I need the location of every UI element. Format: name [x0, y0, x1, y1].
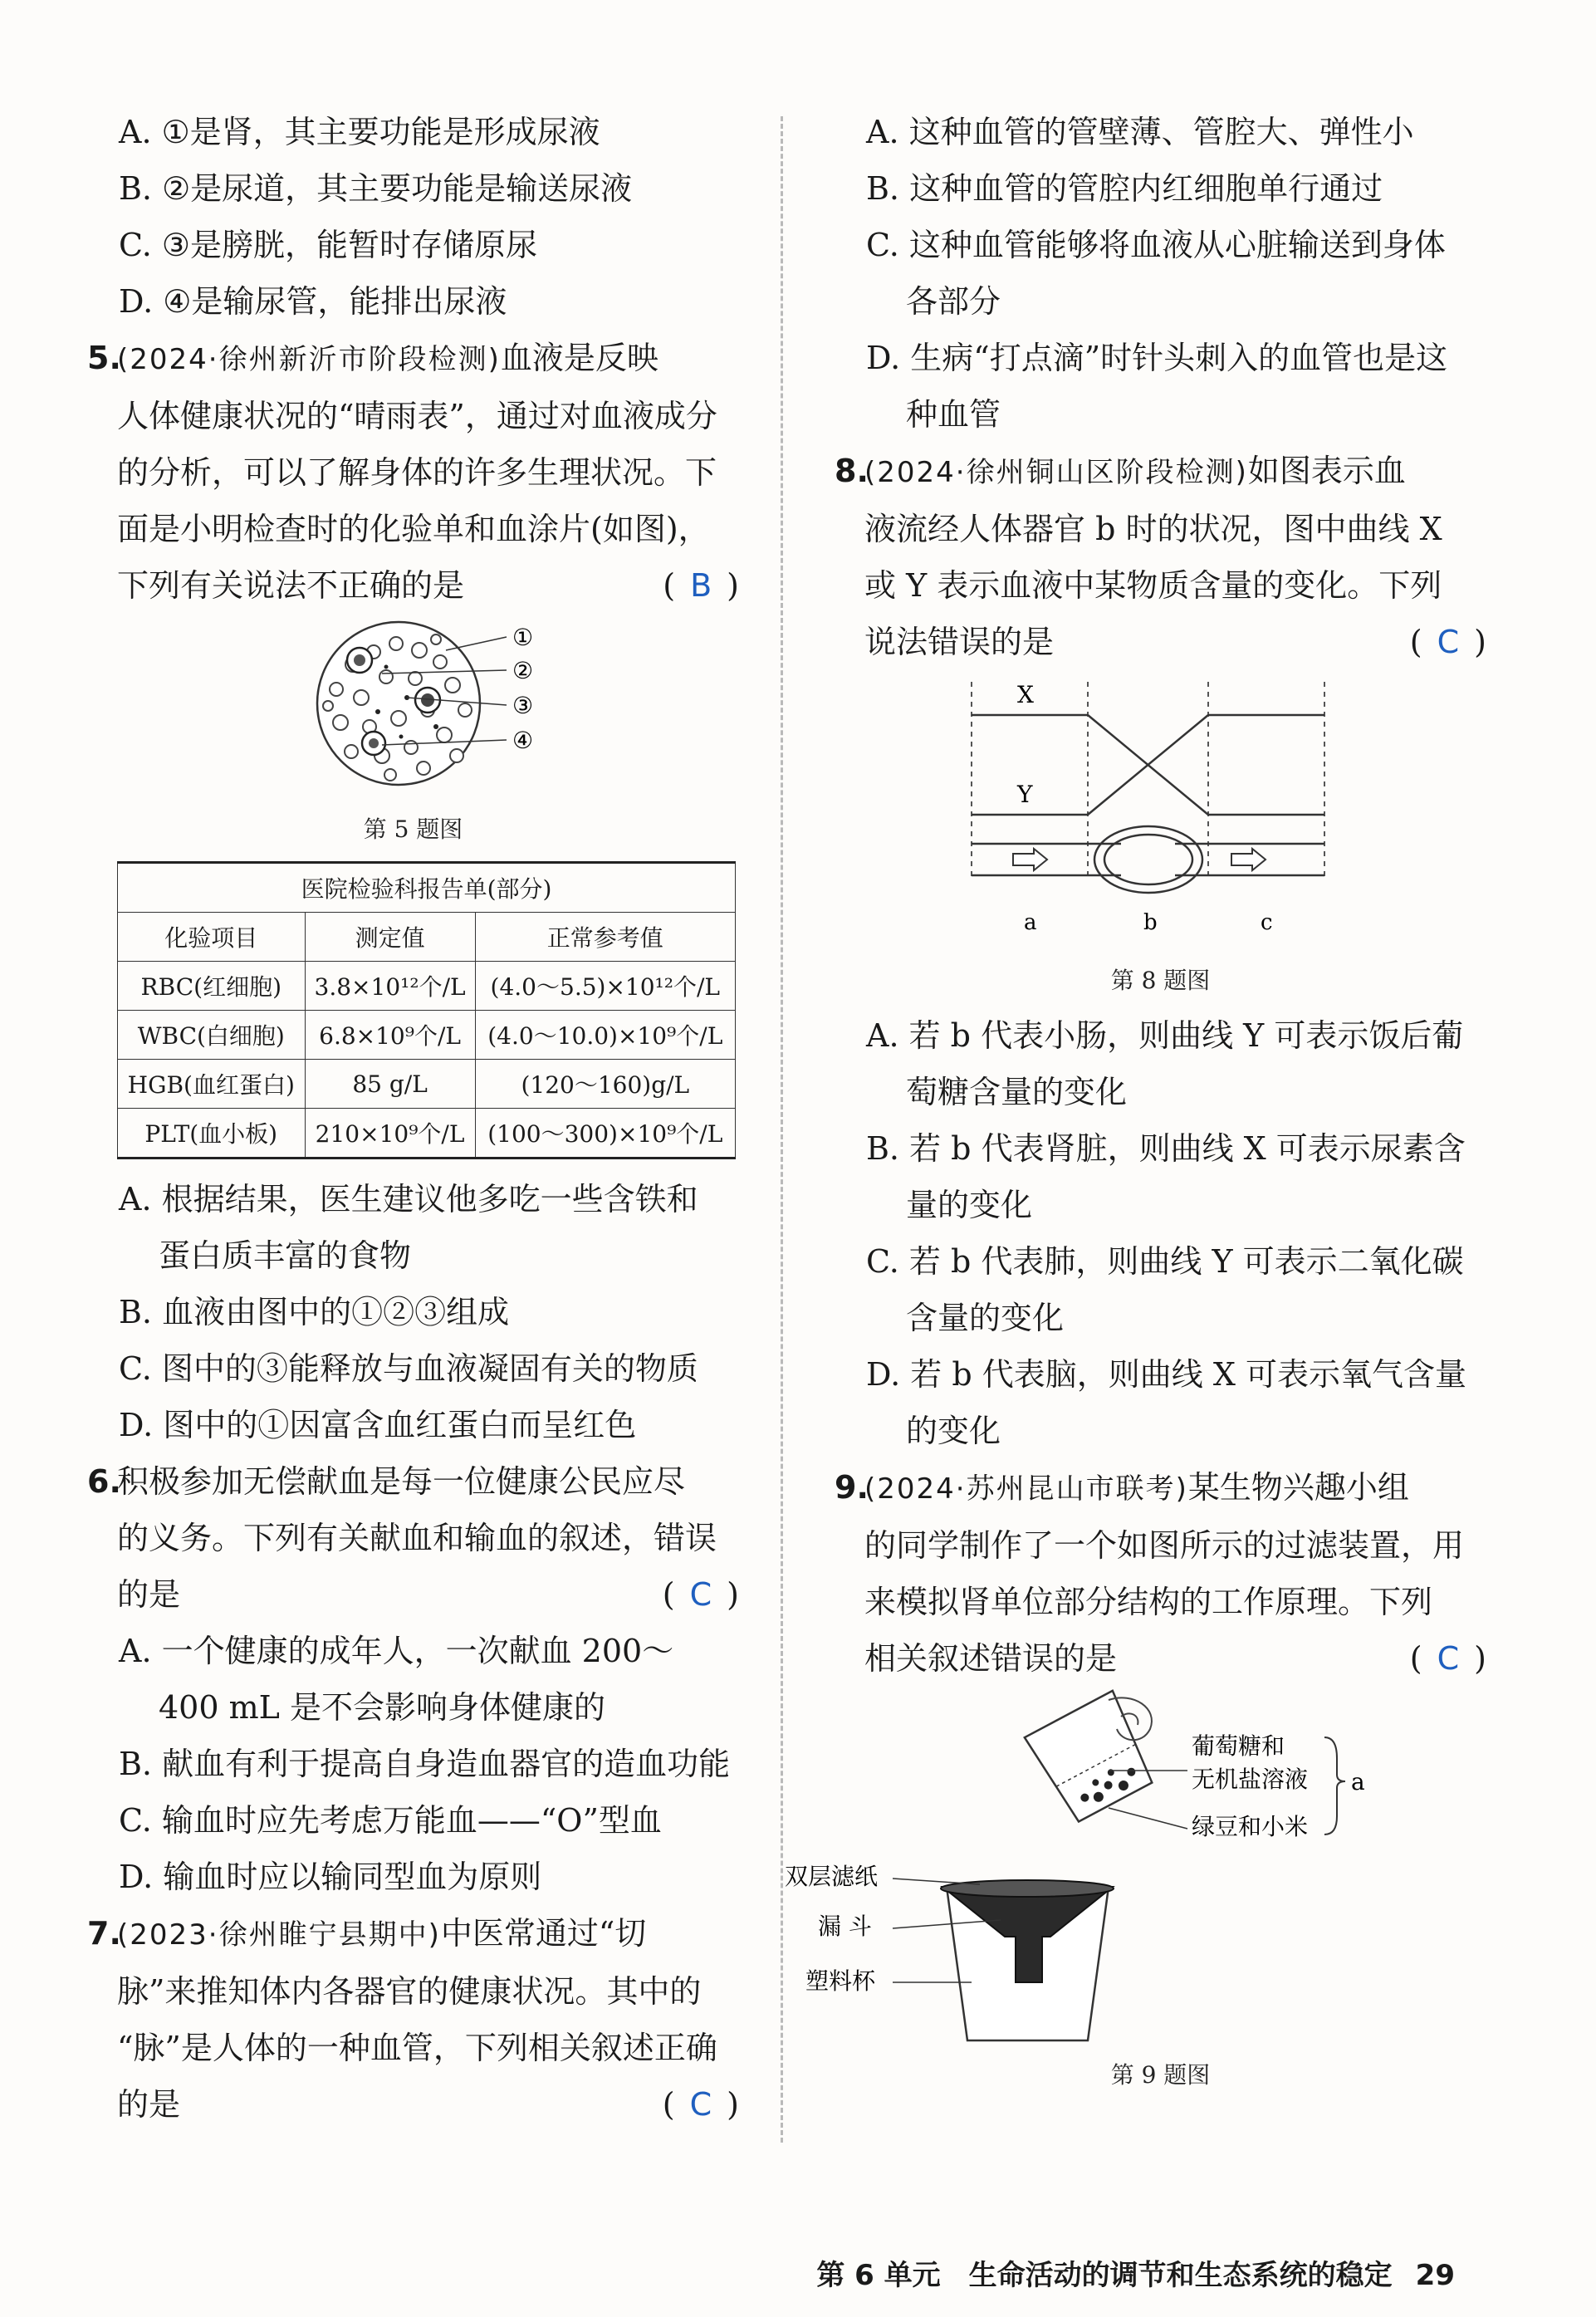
q7-option-b: B. 这种血管的管腔内红细胞单行通过: [866, 170, 1383, 207]
q5-option-d: D. 图中的①因富含血红蛋白而呈红色: [119, 1407, 637, 1443]
flow-arrow-right-icon: [1231, 849, 1266, 870]
q8-answer: C: [1437, 624, 1460, 660]
label-a: a: [1351, 1768, 1365, 1795]
unit-title: 第 6 单元 生命活动的调节和生态系统的稳定: [816, 2259, 1393, 2292]
q6-stem-line3: [87, 1566, 739, 1623]
table-cell: 85 g/L: [305, 1060, 475, 1109]
q8-stem-line2: 液流经人体器官 b 时的状况，图中曲线 X: [864, 511, 1442, 547]
q8-option-b-cont: 量的变化: [906, 1187, 1033, 1223]
lab-report-table: [117, 861, 736, 1159]
q6-stem-end: 的是: [117, 1576, 181, 1613]
q8-stem-line4: [835, 614, 1486, 670]
q8-option-b: B. 若 b 代表肾脏，则曲线 X 可表示尿素含: [866, 1130, 1466, 1167]
label-glucose-2: 无机盐溶液: [1192, 1766, 1309, 1793]
q5-option-c: C. 图中的③能释放与血液凝固有关的物质: [119, 1350, 698, 1387]
q9-stem-line2: 的同学制作了一个如图所示的过滤装置，用: [864, 1527, 1465, 1564]
q7-stem-line4: [87, 2076, 739, 2133]
bracket-close: ): [1474, 1640, 1486, 1677]
bracket-open: (: [1409, 1640, 1422, 1677]
blood-flow-figure: [835, 674, 1486, 956]
right-column: [785, 104, 1486, 2090]
bracket-close: ): [727, 1576, 739, 1613]
q5-option-a-cont: 蛋白质丰富的食物: [159, 1237, 412, 1274]
bracket-open: (: [663, 567, 676, 604]
table-cell: (4.0～5.5)×10¹²个/L: [475, 962, 735, 1011]
q7-option-c-cont: 各部分: [906, 283, 1001, 320]
filter-apparatus-figure: [785, 1692, 1486, 2049]
q5-answer: B: [690, 567, 712, 604]
q6-text: 积极参加无偿献血是每一位健康公民应尽: [117, 1463, 686, 1500]
q9-source: (2024·苏州昆山市联考): [864, 1472, 1188, 1506]
label-filter-paper: 双层滤纸: [785, 1863, 879, 1890]
table-row: [118, 1011, 736, 1060]
smear-label-1: ①: [512, 624, 534, 651]
label-funnel: 漏 斗: [818, 1913, 872, 1940]
table-row: [118, 962, 736, 1011]
q8-option-d-cont: 的变化: [906, 1413, 1001, 1449]
q9-answer: C: [1437, 1640, 1460, 1677]
q8-text: 如图表示血: [1247, 453, 1406, 489]
q5-stem-line1: [87, 330, 739, 388]
smear-label-3: ③: [512, 692, 534, 719]
q5-figure-caption: 第 5 题图: [363, 816, 463, 843]
q8-stem-end: 说法错误的是: [864, 624, 1055, 660]
q7-number: 7.: [87, 1915, 121, 1952]
q6-number: 6.: [87, 1463, 121, 1500]
q4-option-c: C. ③是膀胱，能暂时存储原尿: [119, 227, 537, 263]
q4-option-a: A. ①是肾，其主要功能是形成尿液: [119, 114, 600, 150]
flow-arrow-left-icon: [1013, 849, 1047, 870]
label-b: b: [1143, 910, 1158, 935]
q9-figure-caption: 第 9 题图: [1110, 2061, 1211, 2089]
bracket-open: (: [662, 1576, 675, 1613]
left-column: [87, 104, 739, 2133]
label-glucose-1: 葡萄糖和: [1192, 1732, 1285, 1760]
table-cell: HGB(血红蛋白): [118, 1060, 306, 1109]
table-cell: 3.8×10¹²个/L: [305, 962, 475, 1011]
q5-stem-end: 下列有关说法不正确的是: [117, 567, 465, 604]
q9-text: 某生物兴趣小组: [1187, 1469, 1409, 1506]
q7-option-a: A. 这种血管的管壁薄、管腔大、弹性小: [866, 114, 1414, 150]
q6-option-a: A. 一个健康的成年人，一次献血 200～: [119, 1633, 674, 1669]
q9-number: 9.: [835, 1469, 869, 1506]
q7-option-d-cont: 种血管: [906, 396, 1001, 433]
bracket-open: (: [1409, 624, 1422, 660]
label-cup: 塑料杯: [805, 1967, 876, 1995]
label-c: c: [1261, 910, 1273, 935]
q7-stem-line3: “脉”是人体的一种血管，下列相关叙述正确: [117, 2030, 717, 2066]
q7-answer-bracket: [663, 2076, 739, 2133]
table-cell: (100～300)×10⁹个/L: [475, 1109, 735, 1158]
q5-stem-line3: 的分析，可以了解身体的许多生理状况。下: [117, 454, 717, 491]
q7-text: 中医常通过“切: [440, 1915, 647, 1952]
q6-stem-line2: 的义务。下列有关献血和输血的叙述，错误: [117, 1520, 717, 1556]
q5-number: 5.: [87, 340, 121, 376]
q6-option-c: C. 输血时应先考虑万能血——“O”型血: [119, 1802, 662, 1839]
q7-answer: C: [689, 2086, 712, 2123]
q8-stem-line3: 或 Y 表示血液中某物质含量的变化。下列: [864, 567, 1442, 604]
q8-option-a: A. 若 b 代表小肠，则曲线 Y 可表示饭后葡: [866, 1017, 1464, 1054]
table-header: 化验项目: [118, 913, 306, 962]
q8-number: 8.: [835, 453, 869, 489]
curve-y-label: Y: [1017, 781, 1033, 808]
q9-stem-line4: [835, 1630, 1486, 1687]
bracket-open: (: [662, 2086, 675, 2123]
label-beans: 绿豆和小米: [1192, 1813, 1309, 1840]
table-cell: (120～160)g/L: [475, 1060, 735, 1109]
q5-option-a: A. 根据结果，医生建议他多吃一些含铁和: [119, 1181, 698, 1217]
table-header-row: [118, 913, 736, 962]
q9-answer-bracket: [1410, 1630, 1486, 1687]
smear-label-4: ④: [512, 727, 534, 754]
table-cell: 210×10⁹个/L: [305, 1109, 475, 1158]
bracket-close: ): [727, 567, 739, 604]
table-title: 医院检验科报告单(部分): [118, 863, 736, 913]
label-a: a: [1024, 910, 1037, 935]
q6-option-a-cont: 400 mL 是不会影响身体健康的: [159, 1689, 605, 1726]
smear-label-2: ②: [512, 657, 534, 684]
q8-stem-line1: [835, 443, 1486, 501]
table-cell: 6.8×10⁹个/L: [305, 1011, 475, 1060]
bracket-close: ): [1474, 624, 1486, 660]
tilted-beaker: [1025, 1691, 1159, 1825]
q6-option-d: D. 输血时应以输同型血为原则: [119, 1859, 542, 1895]
table-row: [118, 1109, 736, 1158]
q4-option-b: B. ②是尿道，其主要功能是输送尿液: [119, 170, 633, 207]
table-header: 测定值: [305, 913, 475, 962]
bracket-close: ): [727, 2086, 739, 2123]
q6-option-b: B. 献血有利于提高自身造血器官的造血功能: [119, 1746, 731, 1782]
table-title-row: [118, 863, 736, 913]
table-row: [118, 1060, 736, 1109]
q8-option-c: C. 若 b 代表肺，则曲线 Y 可表示二氧化碳: [866, 1243, 1464, 1280]
page-number: 29: [1415, 2259, 1455, 2292]
cup-and-funnel: [941, 1880, 1114, 2040]
q7-stem-line2: 脉”来推知体内各器官的健康状况。其中的: [117, 1973, 702, 2010]
table-header: 正常参考值: [475, 913, 735, 962]
section-dividers: [972, 682, 1324, 877]
q8-option-d: D. 若 b 代表脑，则曲线 X 可表示氧气含量: [866, 1356, 1466, 1393]
column-divider: [781, 116, 783, 2143]
q6-stem-line1: [87, 1453, 739, 1510]
q8-source: (2024·徐州铜山区阶段检测): [864, 456, 1248, 489]
q5-source: (2024·徐州新沂市阶段检测): [117, 343, 501, 376]
q6-answer-bracket: [663, 1566, 739, 1623]
q8-option-a-cont: 萄糖含量的变化: [906, 1074, 1128, 1110]
q7-option-d: D. 生病“打点滴”时针头刺入的血管也是这: [866, 340, 1448, 376]
q5-stem-line2: 人体健康状况的“晴雨表”，通过对血液成分: [117, 398, 717, 434]
q8-figure-caption: 第 8 题图: [1110, 967, 1211, 994]
q9-stem-line3: 来模拟肾单位部分结构的工作原理。下列: [864, 1584, 1433, 1620]
q6-answer: C: [689, 1576, 712, 1613]
q7-stem-end: 的是: [117, 2086, 181, 2123]
q4-option-d: D. ④是输尿管，能排出尿液: [119, 283, 507, 320]
q5-option-b: B. 血液由图中的①②③组成: [119, 1294, 510, 1330]
page-footer: [816, 2252, 1455, 2293]
q5-answer-bracket: [663, 557, 739, 614]
q9-stem-end: 相关叙述错误的是: [864, 1640, 1118, 1677]
q7-stem-line1: [87, 1905, 739, 1963]
curve-x-label: X: [1017, 681, 1034, 708]
table-cell: PLT(血小板): [118, 1109, 306, 1158]
q5-stem-line5: [87, 557, 739, 614]
table-cell: WBC(白细胞): [118, 1011, 306, 1060]
q7-source: (2023·徐州睢宁县期中): [117, 1918, 441, 1952]
blood-smear-figure: [87, 619, 739, 793]
q7-option-c: C. 这种血管能够将血液从心脏输送到身体: [866, 227, 1446, 263]
q5-text: 血液是反映: [500, 340, 658, 376]
q5-stem-line4: 面是小明检查时的化验单和血涂片(如图)，: [117, 511, 710, 547]
table-cell: RBC(红细胞): [118, 962, 306, 1011]
q9-stem-line1: [835, 1459, 1486, 1517]
table-cell: (4.0～10.0)×10⁹个/L: [475, 1011, 735, 1060]
q8-answer-bracket: [1410, 614, 1486, 670]
q8-option-c-cont: 含量的变化: [906, 1300, 1065, 1336]
brace: [1324, 1737, 1345, 1834]
